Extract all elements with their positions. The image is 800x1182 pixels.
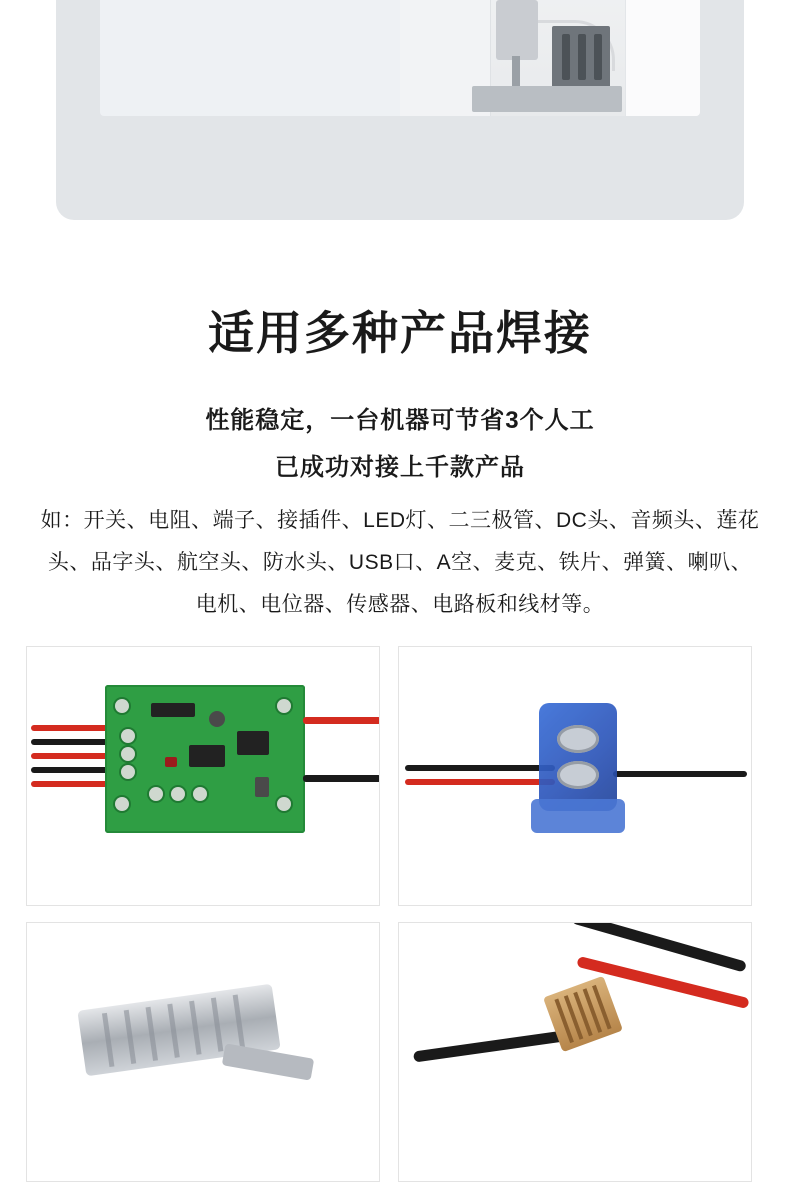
machine-solder-head (496, 0, 538, 60)
subtitle-performance: 性能稳定，一台机器可节省3个人工 (205, 407, 595, 434)
gallery-item-pcb-board (26, 646, 380, 906)
machine-right-panel (625, 0, 700, 116)
machine-worktable (472, 86, 622, 112)
product-list-description: 如：开关、电阻、端子、接插件、LED灯、二三极管、DC头、音频头、莲花头、品字头、航空头、防水头、USB口、A空、麦克、铁片、弹簧、喇叭、电机、电位器、传感器、电路板和线材等。 (40, 509, 760, 616)
blue-connector-graphic (539, 703, 617, 811)
hero-machine-photo (100, 0, 700, 116)
gallery-item-metal-connector (26, 922, 380, 1182)
hero-machine-panel (56, 0, 744, 220)
soldering-machine-illustration (400, 0, 700, 116)
machine-nozzle (512, 56, 520, 90)
blue-connector-base (531, 799, 625, 833)
sample-gallery (26, 646, 776, 1182)
machine-fixture (552, 26, 610, 90)
pcb-board-graphic (105, 685, 305, 833)
gallery-item-terminal-leads (398, 922, 752, 1182)
gallery-item-blue-connector (398, 646, 752, 906)
subtitle-products: 已成功对接上千款产品 (275, 454, 525, 481)
page-title: 适用多种产品焊接 (208, 307, 592, 359)
